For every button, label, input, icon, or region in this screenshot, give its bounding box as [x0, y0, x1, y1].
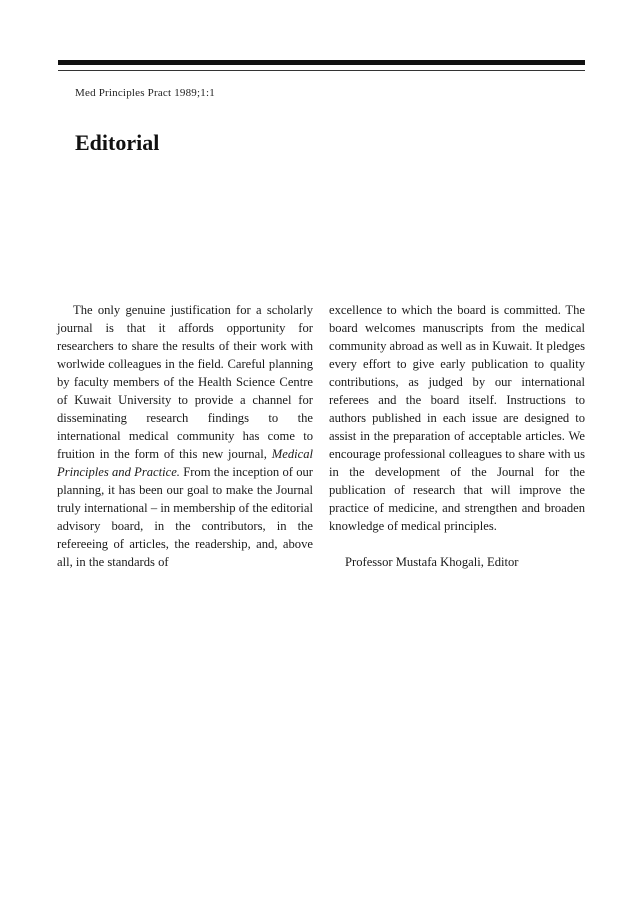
header-rule-thin: [58, 70, 585, 71]
journal-citation: Med Principles Pract 1989;1:1: [75, 87, 215, 99]
body-paragraph-1: [57, 301, 313, 571]
body-text-part-1: The only genuine justification for a scholarly journal is that it affords opportunity for researchers to share the results of their work with worlwide colleagues in the field. Careful planning by faculty members of the Health Science Centre of Kuwait University to provide a channel for disseminating research findings to the international medical community has come to fruition in the form of this new journal,: [57, 303, 313, 461]
article-title: Editorial: [75, 130, 160, 155]
editor-signature: Professor Mustafa Khogali, Editor: [345, 555, 519, 569]
left-column: [57, 301, 313, 571]
header-rule-thick: [58, 60, 585, 65]
body-paragraph-2: excellence to which the board is committed. The board welcomes manuscripts from the medical community abroad as well as in Kuwait. It pledges every effort to give early publication to quality contributions, as judged by our international referees and the board itself. Instructions to authors published in each issue are designed to assist in the preparation of acceptable articles. We encourage professional colleagues to share with us in the development of the Journal for the publication of research that will improve the practice of medicine, and strengthen and broaden knowledge of medical principles.: [329, 303, 585, 533]
journal-name: Medical Principles and Practice.: [57, 447, 313, 479]
body-text-part-2: From the inception of our planning, it has been our goal to make the Journal truly international – in membership of the editorial advisory board, in the contributors, in the refereeing of articles, the readership, and, above all, in the standards of: [57, 465, 313, 569]
right-column: [329, 301, 585, 571]
